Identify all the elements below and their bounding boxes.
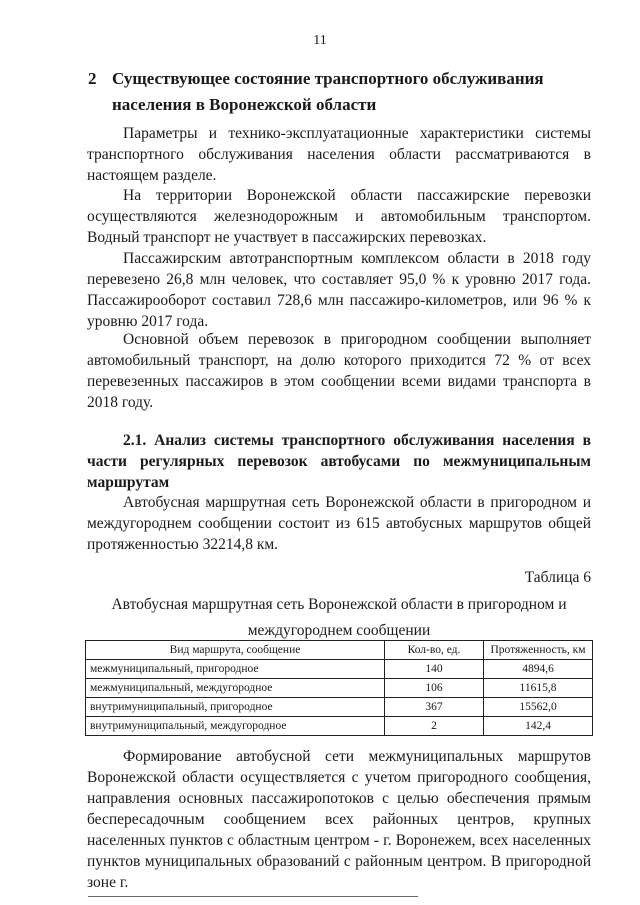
cell-count: 106: [385, 679, 484, 698]
cell-length: 4894,6: [484, 660, 593, 679]
paragraph-parameters: Параметры и технико-эксплуатационные характеристики системы транспортного обслуживания населения области рассматриваются в настоящем разделе.: [87, 125, 591, 184]
paragraph-bus-network: Автобусная маршрутная сеть Воронежской области в пригородном и междугороднем сообщении состоит из 615 автобусных маршрутов общей протяженностью 32214,8 км.: [87, 494, 591, 553]
cell-length: 15562,0: [484, 698, 593, 717]
table-row: [86, 698, 593, 717]
cell-count: 367: [385, 698, 484, 717]
cell-count: 140: [385, 660, 484, 679]
subsection-heading: 2.1. Анализ системы транспортного обслуживания населения в части регулярных перевозок автобусами по межмуниципальным маршрутам: [87, 432, 591, 491]
table-row: [86, 717, 593, 736]
paragraph-main-volume: Основной объем перевозок в пригородном сообщении выполняет автомобильный транспорт, на долю которого приходится 72 % от всех перевезенных пассажиров в этом сообщении всеми видами транспорта в 2018 году.: [87, 331, 591, 411]
footer-divider: [88, 896, 418, 897]
cell-count: 2: [385, 717, 484, 736]
paragraph-passengers: Пассажирским автотранспортным комплексом области в 2018 году перевезено 26,8 млн человек, что составляет 95,0 % к уровню 2017 года. Пассажирооборот составил 728,6 млн пассажиро-километров, или 96 % к уровню 2017 года.: [87, 250, 591, 330]
cell-route-kind: внутримуниципальный, пригородное: [86, 698, 385, 717]
header-count: Кол-во, ед.: [385, 641, 484, 660]
page-number: 11: [313, 33, 327, 48]
cell-length: 11615,8: [484, 679, 593, 698]
cell-route-kind: межмуниципальный, пригородное: [86, 660, 385, 679]
paragraph-network-formation: Формирование автобусной сети межмуниципальных маршрутов Воронежской области осуществляется с учетом пригородного сообщения, направления основных пассажиропотоков с целью обеспечения прямым беспересадочным сообщением всех районных центров, крупных населенных пунктов с областным центром - г. Воронежем, всех населенных пунктов муниципальных образований с районным центром. В пригородной зоне г.: [87, 748, 591, 891]
header-length: Протяженность, км: [484, 641, 593, 660]
section-heading: [88, 66, 598, 118]
table-header-row: [86, 641, 593, 660]
paragraph-territory: На территории Воронежской области пассажирские перевозки осуществляются железнодорожным и автомобильным транспортом. Водный транспорт не участвует в пассажирских перевозках.: [87, 187, 591, 246]
cell-route-kind: межмуниципальный, междугородное: [86, 679, 385, 698]
routes-table: [85, 640, 593, 736]
table-row: [86, 679, 593, 698]
header-route-kind: Вид маршрута, сообщение: [86, 641, 385, 660]
cell-length: 142,4: [484, 717, 593, 736]
table-label: Таблица 6: [524, 569, 591, 586]
section-title-line2: населения в Воронежской области: [112, 95, 377, 114]
cell-route-kind: внутримуниципальный, междугородное: [86, 717, 385, 736]
table-caption: Автобусная маршрутная сеть Воронежской области в пригородном и междугороднем сообщении: [111, 596, 567, 639]
section-title-line1: Существующее состояние транспортного обслуживания: [112, 69, 544, 88]
section-number: 2: [88, 69, 97, 88]
table-row: [86, 660, 593, 679]
